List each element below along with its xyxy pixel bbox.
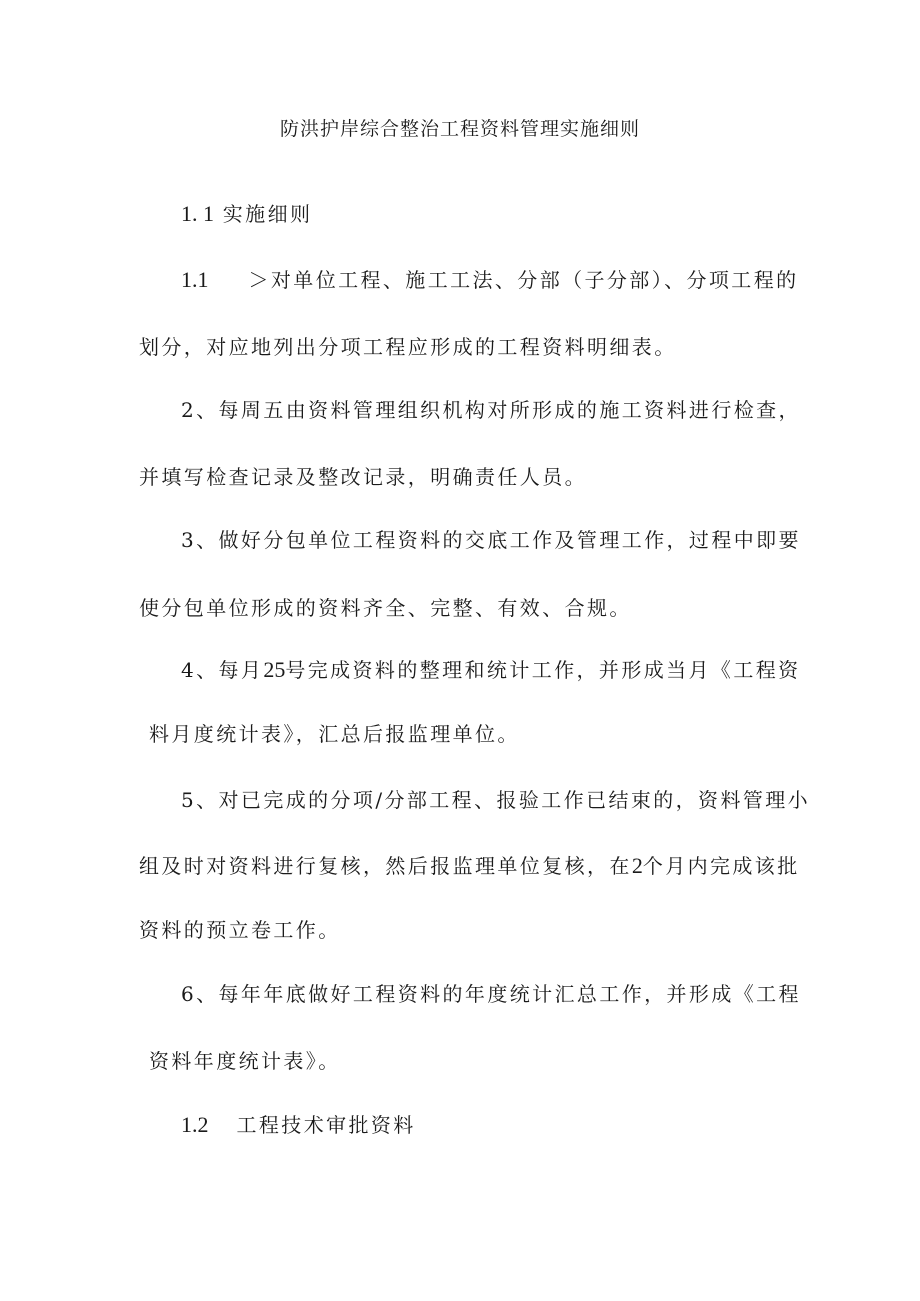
section-heading-text: 实施细则: [222, 202, 313, 226]
section-number: 1. 1: [181, 201, 214, 226]
item-1-line-1: [181, 264, 831, 293]
item-number: 1.1: [181, 267, 209, 292]
item-3-line-1: 3、做好分包单位工程资料的交底工作及管理工作，过程中即要: [181, 528, 801, 552]
paragraph-text: 个月内完成该批: [642, 854, 800, 878]
item-6-line-1: 6、每年年底做好工程资料的年度统计汇总工作，并形成《工程: [181, 982, 801, 1006]
item-5-line-2: [139, 850, 800, 879]
section-heading-1-2: [181, 1109, 831, 1138]
item-2-line-2: 并填写检查记录及整改记录，明确责任人员。: [139, 465, 587, 489]
section-number: 1.2: [181, 1112, 209, 1137]
item-4-line-1: [181, 654, 831, 683]
paragraph-text: 号完成资料的整理和统计工作，并形成当月《工程资: [285, 658, 801, 682]
inline-number: 25: [263, 657, 286, 682]
document-title: 防洪护岸综合整治工程资料管理实施细则: [279, 118, 640, 140]
paragraph-text: 4、每月: [181, 658, 264, 682]
item-3-line-2: 使分包单位形成的资料齐全、完整、有效、合规。: [139, 596, 632, 620]
paragraph-text: ＞对单位工程、施工工法、分部（子分部）、分项工程的: [248, 268, 799, 292]
item-5-line-1: 5、对已完成的分项/分部工程、报验工作已结束的，资料管理小: [181, 788, 811, 812]
item-4-line-2: 料月度统计表》，汇总后报监理单位。: [149, 722, 520, 746]
paragraph-text: 组及时对资料进行复核，然后报监理单位复核，在: [139, 854, 632, 878]
section-heading-1-1: [181, 198, 831, 227]
item-1-line-2: 划分，对应地列出分项工程应形成的工程资料明细表。: [139, 335, 677, 359]
item-2-line-1: 2、每周五由资料管理组织机构对所形成的施工资料进行检查，: [181, 398, 801, 422]
item-5-line-3: 资料的预立卷工作。: [139, 918, 341, 942]
inline-number: 2: [631, 853, 643, 878]
item-6-line-2: 资料年度统计表》。: [149, 1049, 341, 1073]
section-heading-text: 工程技术审批资料: [236, 1113, 416, 1137]
